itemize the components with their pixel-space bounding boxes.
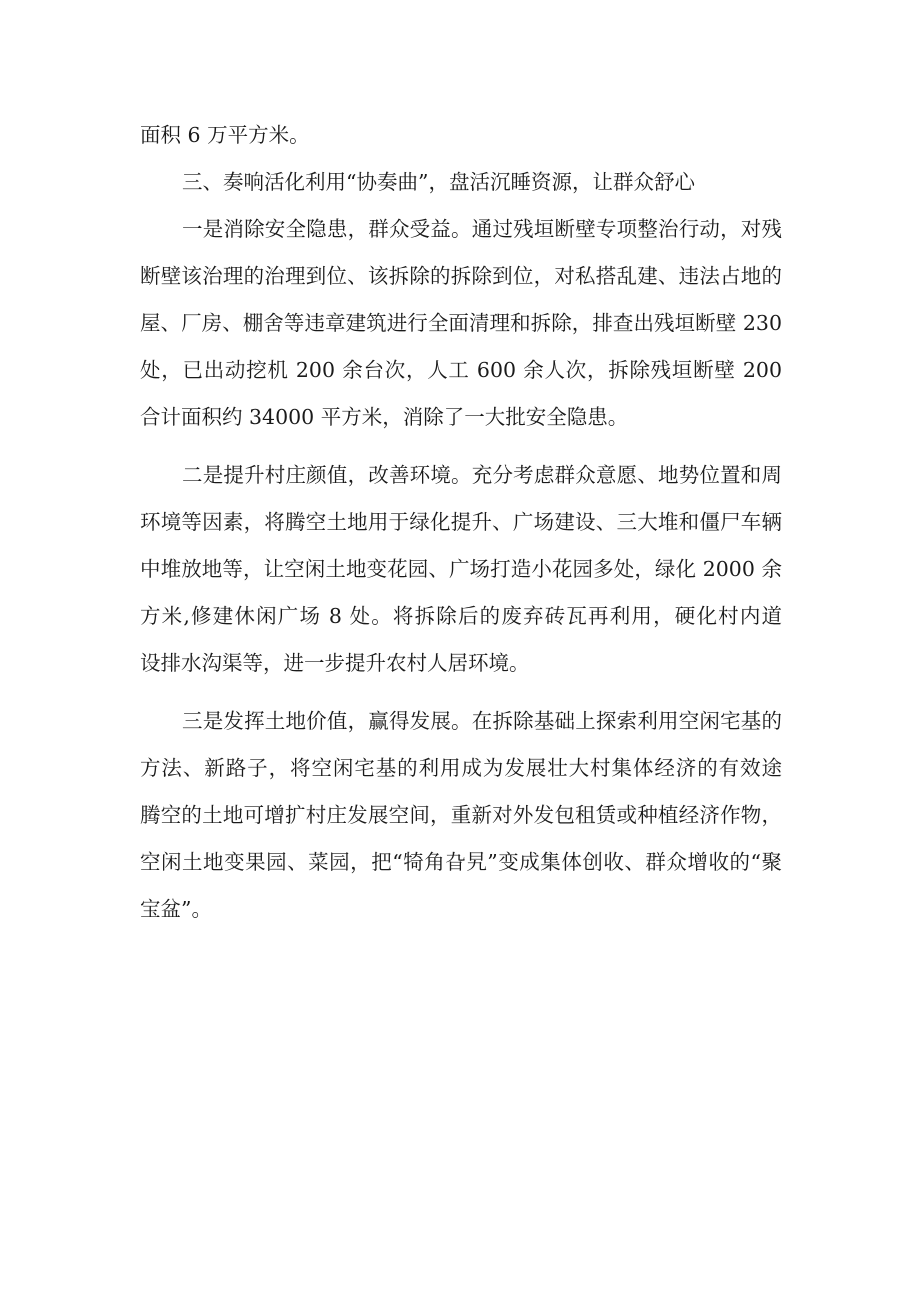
paragraph-line: 一是消除安全隐患，群众受益。通过残垣断壁专项整治行动，对残 bbox=[182, 217, 782, 241]
continuation-line: 面积 6 万平方米。 bbox=[140, 123, 310, 147]
paragraph-line: 方米,修建休闲广场 8 处。将拆除后的废弃砖瓦再利用，硬化村内道 bbox=[140, 604, 782, 628]
paragraph-land-value bbox=[140, 698, 782, 933]
paragraph-line: 宝盆”。 bbox=[140, 897, 212, 921]
paragraph-line: 腾空的土地可增扩村庄发展空间，重新对外发包租赁或种植经济作物， bbox=[140, 803, 782, 827]
paragraph-environment bbox=[140, 452, 782, 687]
paragraph-line: 设排水沟渠等，进一步提升农村人居环境。 bbox=[140, 651, 530, 675]
paragraph-line: 中堆放地等，让空闲土地变花园、广场打造小花园多处，绿化 2000 余 bbox=[140, 557, 782, 581]
paragraph-line: 屋、厂房、棚舍等违章建筑进行全面清理和拆除，排查出残垣断壁 230 bbox=[140, 311, 782, 335]
paragraph-line: 空闲土地变果园、菜园，把“犄角旮旯”变成集体创收、群众增收的“聚 bbox=[140, 850, 782, 874]
paragraph-gap bbox=[140, 441, 782, 452]
paragraph-line: 断壁该治理的治理到位、该拆除的拆除到位，对私搭乱建、违法占地的 bbox=[140, 264, 782, 288]
section-heading: 三、奏响活化利用“协奏曲”，盘活沉睡资源，让群众舒心 bbox=[182, 170, 695, 194]
paragraph-gap bbox=[140, 687, 782, 698]
paragraph-line: 合计面积约 34000 平方米，消除了一大批安全隐患。 bbox=[140, 405, 629, 429]
paragraph-line: 环境等因素，将腾空土地用于绿化提升、广场建设、三大堆和僵尸车辆 bbox=[140, 510, 782, 534]
paragraph-line: 处，已出动挖机 200 余台次，人工 600 余人次，拆除残垣断壁 200 bbox=[140, 358, 782, 382]
paragraph-line: 二是提升村庄颜值，改善环境。充分考虑群众意愿、地势位置和周 bbox=[182, 463, 782, 487]
paragraph-safety bbox=[140, 206, 782, 441]
document-body bbox=[140, 112, 782, 933]
paragraph-line: 三是发挥土地价值，赢得发展。在拆除基础上探索利用空闲宅基的 bbox=[182, 709, 782, 733]
paragraph-line: 方法、新路子，将空闲宅基的利用成为发展壮大村集体经济的有效途 bbox=[140, 756, 782, 780]
